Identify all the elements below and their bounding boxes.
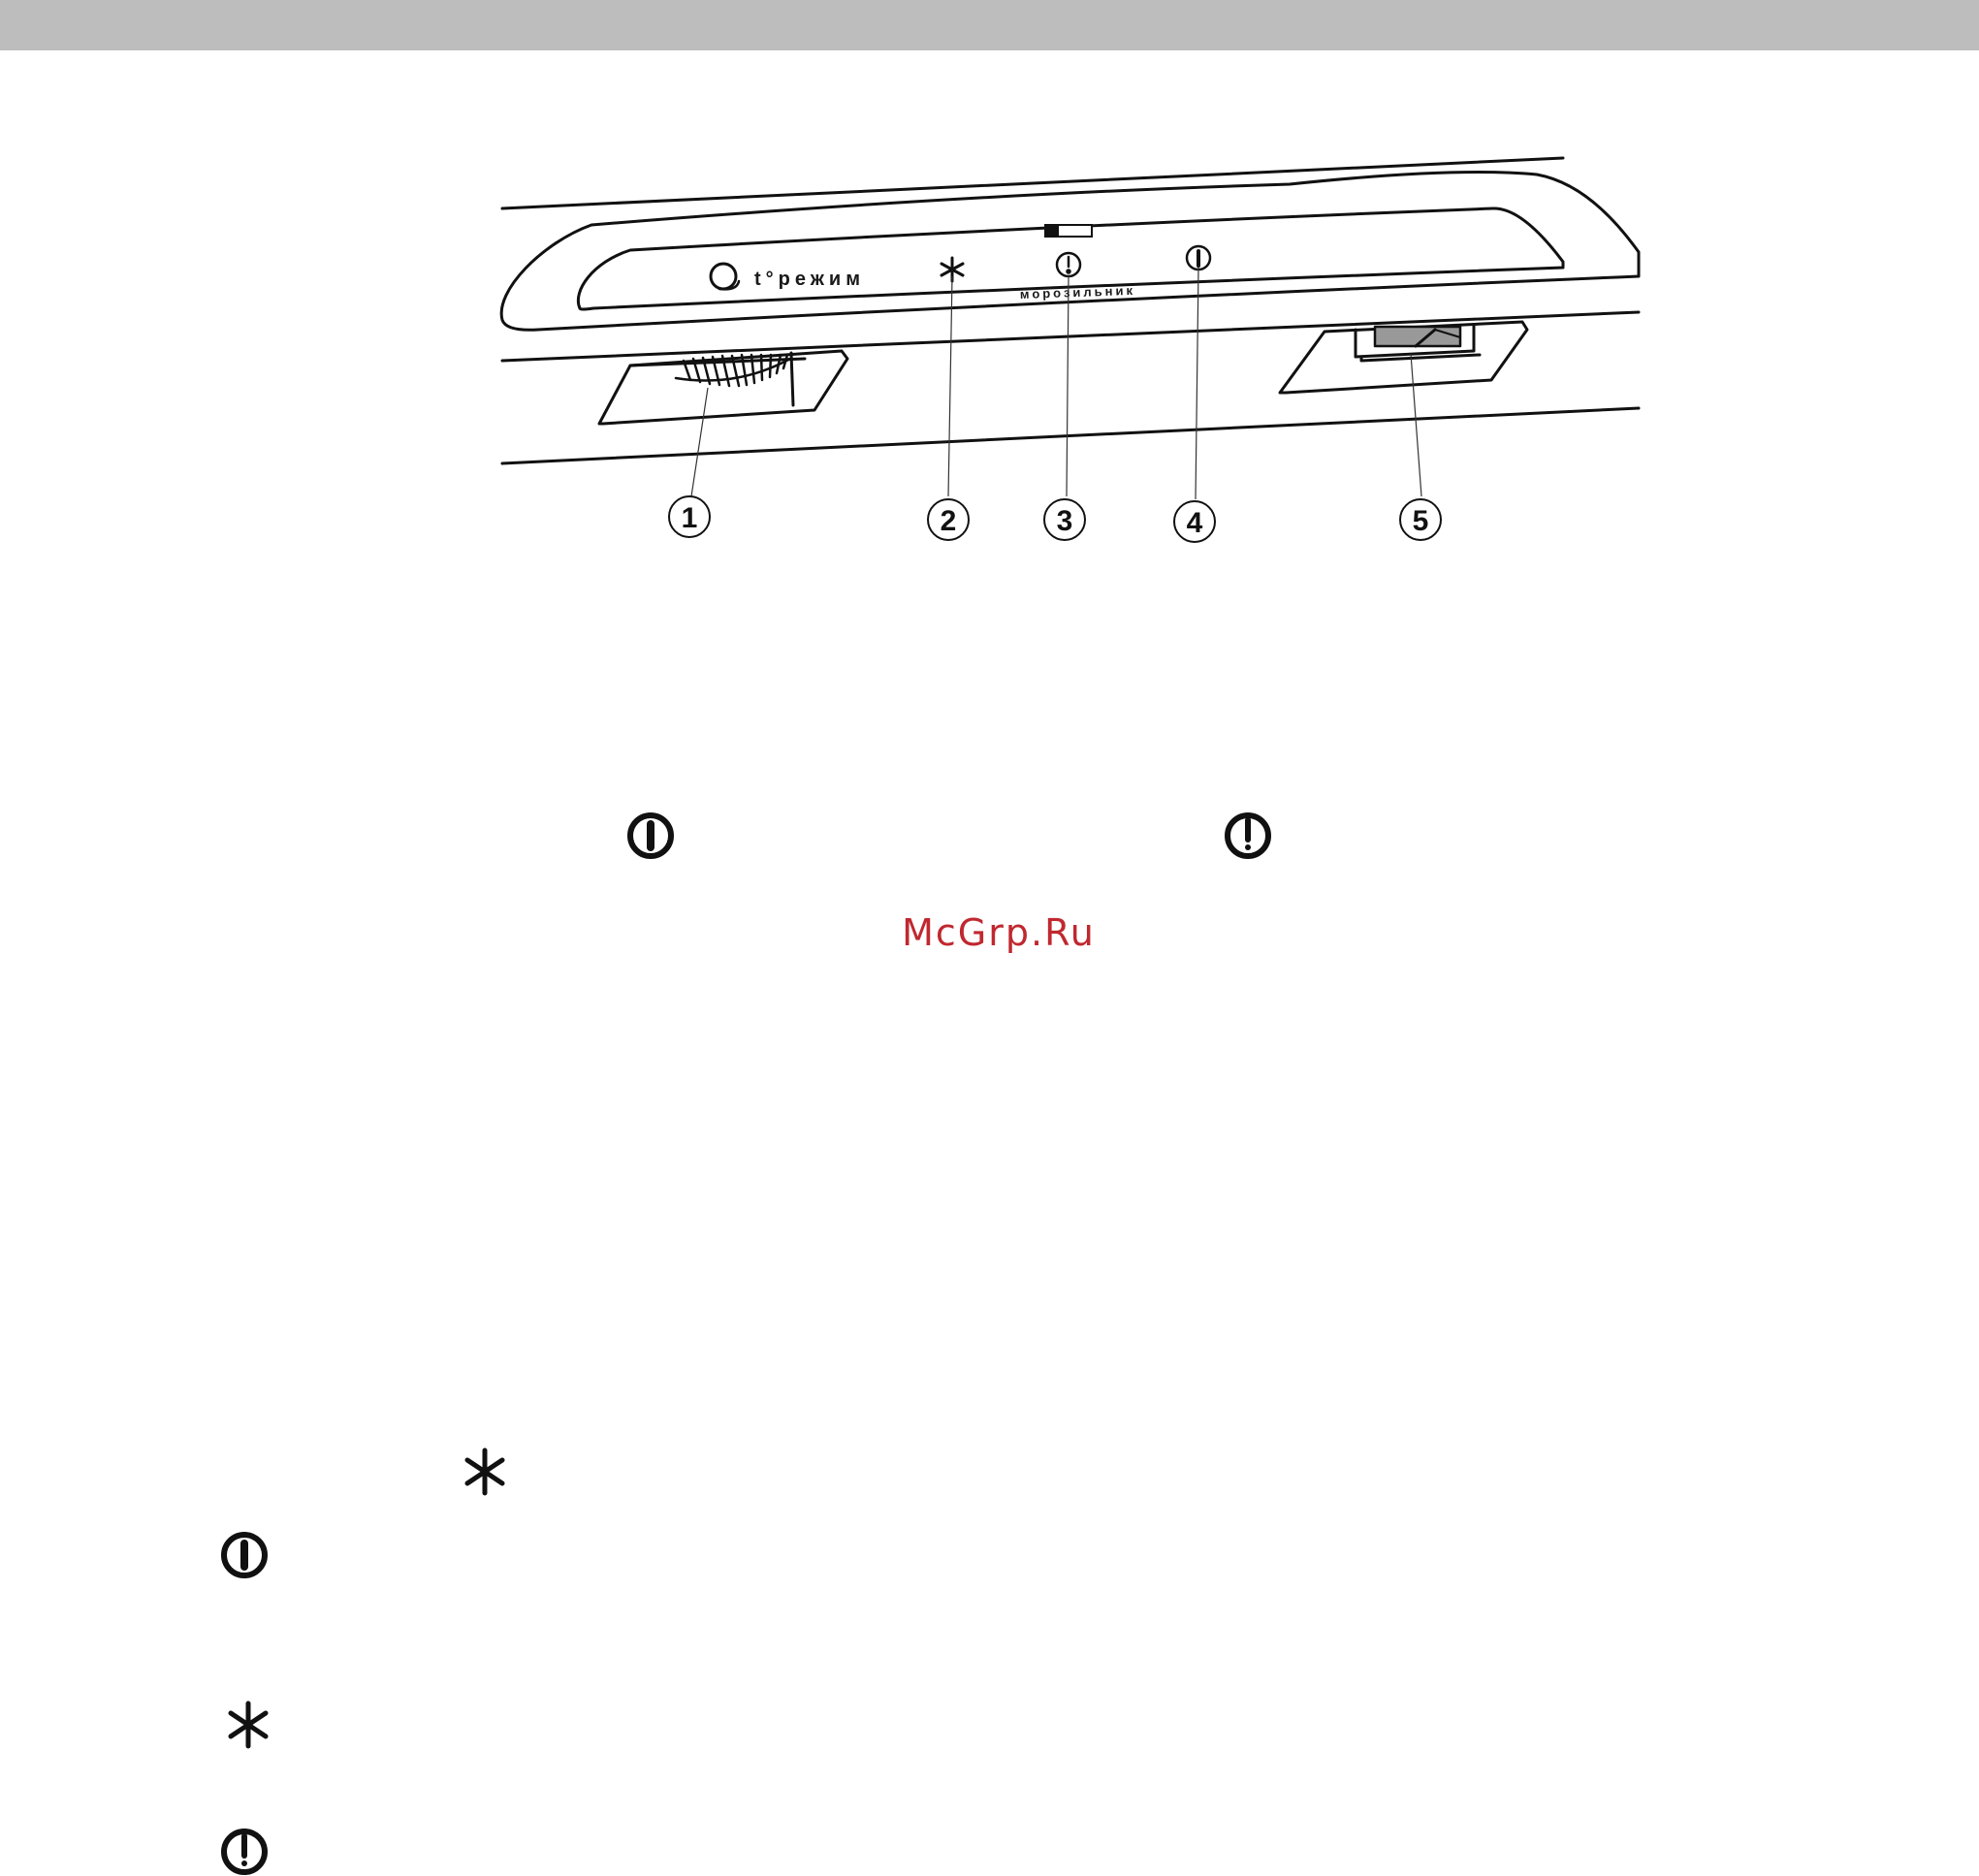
appliance-lower-edge <box>502 408 1639 463</box>
mode-label: t°режим <box>754 269 866 290</box>
power-indicator-icon <box>630 815 671 856</box>
callout-5: 5 <box>1412 505 1429 537</box>
star-rating-badge <box>1045 225 1092 237</box>
leader-line-1 <box>691 388 708 496</box>
watermark: McGrp.Ru <box>902 911 1096 954</box>
panel-lower-edge <box>502 312 1639 361</box>
power-indicator-icon <box>224 1535 265 1575</box>
rocker-switch <box>1375 327 1460 346</box>
mode-knob-icon <box>711 264 736 289</box>
callout-4: 4 <box>1186 507 1203 539</box>
callout-3: 3 <box>1056 505 1073 537</box>
panel-alarm-icon <box>1057 253 1080 276</box>
snowflake-icon <box>467 1450 502 1493</box>
panel-power-icon <box>1187 246 1210 270</box>
alarm-indicator-icon <box>224 1831 265 1872</box>
freezer-label: морозильник <box>1019 282 1136 302</box>
snowflake-icon <box>231 1703 266 1746</box>
leader-line-5 <box>1411 354 1421 496</box>
panel-outer-contour <box>501 173 1639 331</box>
leader-line-4 <box>1196 268 1198 499</box>
callout-1: 1 <box>681 502 698 534</box>
alarm-indicator-icon <box>1228 815 1268 856</box>
leader-line-3 <box>1067 276 1069 496</box>
callout-2: 2 <box>940 505 957 537</box>
appliance-top-edge <box>502 158 1563 208</box>
